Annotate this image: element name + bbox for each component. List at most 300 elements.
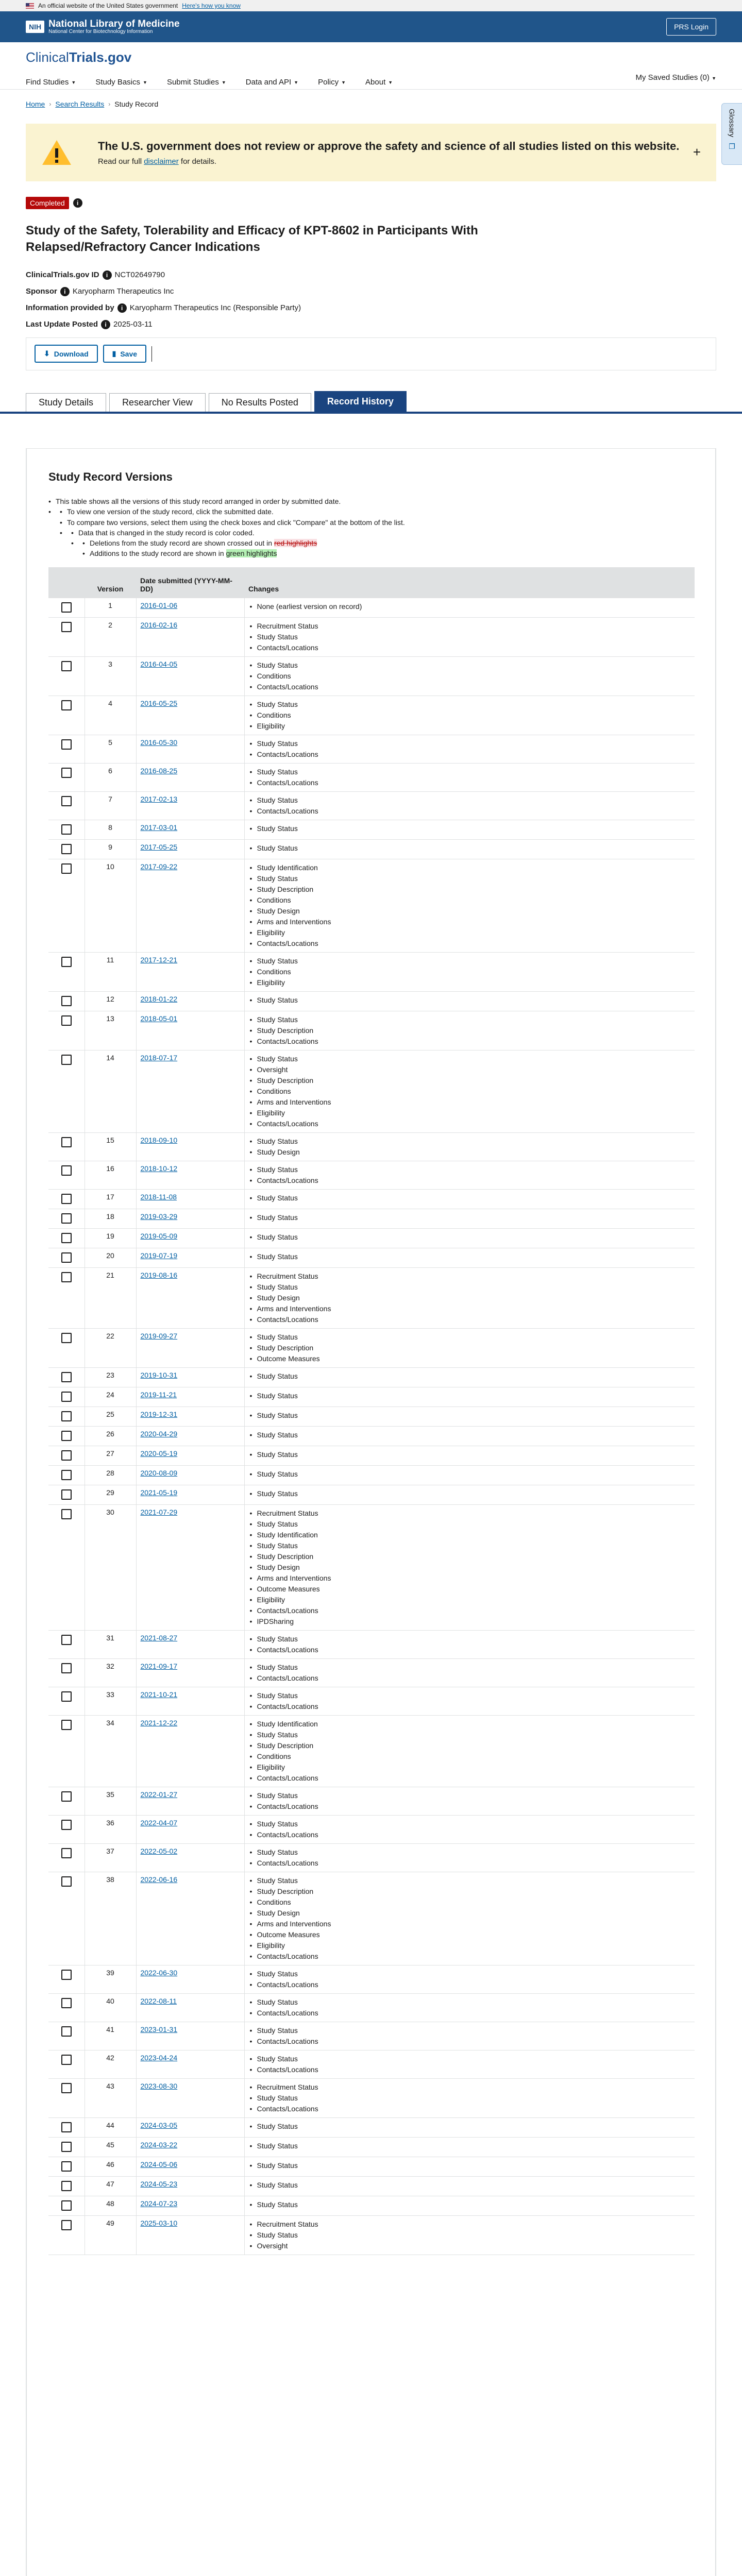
nlm-header xyxy=(0,11,742,42)
select-cell xyxy=(48,2050,85,2079)
change-item: • Study Status xyxy=(249,699,691,710)
change-item: • Contacts/Locations xyxy=(249,642,691,653)
version-checkbox[interactable] xyxy=(61,824,72,835)
version-date-link[interactable]: 2024-07-23 xyxy=(140,2199,178,2208)
select-cell xyxy=(48,1844,85,1872)
select-cell xyxy=(48,2138,85,2157)
changes-cell xyxy=(244,2022,695,2050)
expand-plus-icon[interactable]: + xyxy=(693,144,701,160)
version-checkbox[interactable] xyxy=(61,2142,72,2152)
changes-cell xyxy=(244,598,695,618)
changes-cell xyxy=(244,1466,695,1485)
select-cell xyxy=(48,1050,85,1133)
change-item: • Study Status xyxy=(249,1819,691,1829)
tab-no-results-posted[interactable]: No Results Posted xyxy=(209,393,311,412)
version-number: 36 xyxy=(85,1816,136,1844)
version-checkbox[interactable] xyxy=(61,768,72,778)
change-item: • Study Design xyxy=(249,1293,691,1303)
status-badge: Completed xyxy=(26,197,69,209)
date-cell xyxy=(136,859,244,953)
changes-cell xyxy=(244,992,695,1011)
version-date-link[interactable]: 2020-08-09 xyxy=(140,1469,178,1477)
table-row xyxy=(48,1368,695,1387)
change-item: • Study Status xyxy=(249,873,691,884)
info-provider: Karyopharm Therapeutics Inc (Responsible Party) xyxy=(129,303,301,313)
version-checkbox[interactable] xyxy=(61,1998,72,2008)
version-checkbox[interactable] xyxy=(61,1272,72,1282)
change-item: • Study Status xyxy=(249,1332,691,1343)
chevron-down-icon: ▼ xyxy=(712,76,716,81)
change-item: • Study Status xyxy=(249,1690,691,1701)
changes-cell xyxy=(244,1368,695,1387)
version-checkbox[interactable] xyxy=(61,1165,72,1176)
change-item: • Study Status xyxy=(249,843,691,854)
change-item: • Eligibility xyxy=(249,1595,691,1605)
version-checkbox[interactable] xyxy=(61,2083,72,2093)
change-item: • Study Status xyxy=(249,1634,691,1645)
version-date-link[interactable]: 2019-10-31 xyxy=(140,1371,178,1379)
version-date-link[interactable]: 2016-05-30 xyxy=(140,738,178,747)
select-cell xyxy=(48,992,85,1011)
disclaimer-link[interactable]: disclaimer xyxy=(144,157,179,166)
version-checkbox[interactable] xyxy=(61,739,72,750)
change-item: • Eligibility xyxy=(249,927,691,938)
save-button[interactable]: ▮ Save xyxy=(103,345,146,363)
version-date-link[interactable]: 2017-05-25 xyxy=(140,843,178,851)
table-row xyxy=(48,1229,695,1248)
table-row xyxy=(48,1248,695,1268)
table-row xyxy=(48,1407,695,1427)
change-item: • Eligibility xyxy=(249,1762,691,1773)
version-date-link[interactable]: 2022-06-16 xyxy=(140,1875,178,1884)
table-row xyxy=(48,1816,695,1844)
version-date-link[interactable]: 2019-05-09 xyxy=(140,1232,178,1240)
version-date-link[interactable]: 2016-04-05 xyxy=(140,660,178,668)
select-cell xyxy=(48,1209,85,1229)
chevron-down-icon: ▼ xyxy=(294,79,299,85)
table-header-row xyxy=(48,567,695,598)
table-row xyxy=(48,2177,695,2196)
glossary-tab[interactable] xyxy=(721,103,742,165)
version-number: 10 xyxy=(85,859,136,953)
table-row xyxy=(48,1190,695,1209)
col-version: Version xyxy=(85,567,136,598)
changes-cell xyxy=(244,2118,695,2138)
version-date-link[interactable]: 2023-04-24 xyxy=(140,2054,178,2062)
version-checkbox[interactable] xyxy=(61,1194,72,1204)
nav-submit-studies[interactable]: Submit Studies ▼ xyxy=(166,78,226,87)
nav-study-basics[interactable]: Study Basics ▼ xyxy=(95,78,147,87)
intro-sublist xyxy=(60,528,667,559)
change-item: • Contacts/Locations xyxy=(249,1829,691,1840)
select-cell xyxy=(48,1466,85,1485)
change-item: • Contacts/Locations xyxy=(249,682,691,692)
changes-cell xyxy=(244,840,695,859)
changes-cell xyxy=(244,764,695,792)
version-checkbox[interactable] xyxy=(61,957,72,967)
version-number: 43 xyxy=(85,2079,136,2118)
record-history-panel xyxy=(26,448,716,2576)
table-row xyxy=(48,2079,695,2118)
date-cell xyxy=(136,1248,244,1268)
intro-line: • This table shows all the versions of this study record arranged in order by submitted date. xyxy=(48,496,667,506)
version-date-link[interactable]: 2016-05-25 xyxy=(140,699,178,707)
version-checkbox[interactable] xyxy=(61,844,72,854)
study-actions xyxy=(26,337,716,370)
last-update-date: 2025-03-11 xyxy=(113,320,153,329)
select-cell xyxy=(48,1687,85,1716)
date-cell xyxy=(136,2079,244,2118)
date-cell xyxy=(136,1368,244,1387)
version-date-link[interactable]: 2022-04-07 xyxy=(140,1819,178,1827)
changes-cell xyxy=(244,1872,695,1965)
version-checkbox[interactable] xyxy=(61,796,72,806)
select-cell xyxy=(48,618,85,657)
info-icon[interactable]: i xyxy=(117,303,127,313)
select-cell xyxy=(48,1505,85,1631)
table-row xyxy=(48,1268,695,1329)
changes-cell xyxy=(244,1268,695,1329)
version-checkbox[interactable] xyxy=(61,2161,72,2172)
date-cell xyxy=(136,1787,244,1816)
version-date-link[interactable]: 2021-08-27 xyxy=(140,1634,178,1642)
version-date-link[interactable]: 2021-10-21 xyxy=(140,1690,178,1699)
intro-sublist xyxy=(48,506,667,558)
date-cell xyxy=(136,992,244,1011)
version-checkbox[interactable] xyxy=(61,1055,72,1065)
saved-studies-link[interactable]: My Saved Studies (0) ▼ xyxy=(635,73,716,82)
version-checkbox[interactable] xyxy=(61,1848,72,1858)
gov-banner xyxy=(0,0,742,11)
tab-study-details[interactable]: Study Details xyxy=(26,393,106,412)
select-cell xyxy=(48,1965,85,1994)
version-date-link[interactable]: 2024-03-22 xyxy=(140,2141,178,2149)
select-cell xyxy=(48,859,85,953)
version-date-link[interactable]: 2017-03-01 xyxy=(140,823,178,832)
nav-data-api[interactable]: Data and API ▼ xyxy=(245,78,299,87)
info-icon[interactable]: i xyxy=(73,198,82,208)
nlm-logo[interactable] xyxy=(26,19,180,35)
date-cell xyxy=(136,1716,244,1787)
version-date-link[interactable]: 2022-01-27 xyxy=(140,1790,178,1799)
version-date-link[interactable]: 2025-03-10 xyxy=(140,2219,178,2227)
change-item: • Outcome Measures xyxy=(249,1929,691,1940)
version-number: 9 xyxy=(85,840,136,859)
change-item: • Study Status xyxy=(249,1371,691,1382)
changes-cell xyxy=(244,657,695,696)
version-date-link[interactable]: 2017-02-13 xyxy=(140,795,178,803)
change-item: • Study Design xyxy=(249,1562,691,1573)
nav-about[interactable]: About ▼ xyxy=(365,78,393,87)
breadcrumb-home[interactable]: Home xyxy=(26,100,45,108)
change-item: • Outcome Measures xyxy=(249,1584,691,1595)
select-cell xyxy=(48,735,85,764)
select-cell xyxy=(48,598,85,618)
select-cell xyxy=(48,1368,85,1387)
select-cell xyxy=(48,1229,85,1248)
breadcrumb-current: Study Record xyxy=(114,100,159,108)
version-checkbox[interactable] xyxy=(61,996,72,1006)
version-checkbox[interactable] xyxy=(61,602,72,613)
intro-line: • To compare two versions, select them using the check boxes and click "Compare" at the bottom of the list. xyxy=(60,517,667,528)
table-row xyxy=(48,2216,695,2255)
version-date-link[interactable]: 2017-12-21 xyxy=(140,956,178,964)
version-number: 13 xyxy=(85,1011,136,1050)
gov-banner-link[interactable]: Here's how you know xyxy=(182,2,241,9)
info-icon[interactable]: i xyxy=(101,320,110,329)
table-row xyxy=(48,735,695,764)
version-checkbox[interactable] xyxy=(61,1470,72,1480)
info-icon[interactable]: i xyxy=(103,270,112,280)
version-date-link[interactable]: 2023-08-30 xyxy=(140,2082,178,2090)
gov-banner-text: An official website of the United States government xyxy=(38,2,178,9)
version-date-link[interactable]: 2022-08-11 xyxy=(140,1997,177,2005)
version-checkbox[interactable] xyxy=(61,1372,72,1382)
breadcrumb-search-results[interactable]: Search Results xyxy=(55,100,105,108)
version-date-link[interactable]: 2018-01-22 xyxy=(140,995,178,1003)
version-date-link[interactable]: 2022-05-02 xyxy=(140,1847,178,1855)
change-item: • Study Identification xyxy=(249,1719,691,1730)
change-item: • Study Status xyxy=(249,995,691,1006)
changes-cell xyxy=(244,1687,695,1716)
version-date-link[interactable]: 2022-06-30 xyxy=(140,1969,178,1977)
version-number: 32 xyxy=(85,1659,136,1687)
version-date-link[interactable]: 2017-09-22 xyxy=(140,862,178,871)
select-cell xyxy=(48,1631,85,1659)
version-checkbox[interactable] xyxy=(61,1691,72,1702)
change-item: • Contacts/Locations xyxy=(249,1701,691,1712)
version-date-link[interactable]: 2021-07-29 xyxy=(140,1508,178,1516)
version-number: 14 xyxy=(85,1050,136,1133)
version-checkbox[interactable] xyxy=(61,700,72,710)
table-row xyxy=(48,820,695,840)
version-checkbox[interactable] xyxy=(61,1252,72,1263)
change-item: • Study Description xyxy=(249,1886,691,1897)
download-button[interactable]: ⬇ Download xyxy=(35,345,98,363)
version-date-link[interactable]: 2019-11-21 xyxy=(140,1391,177,1399)
version-date-link[interactable]: 2018-05-01 xyxy=(140,1014,178,1023)
version-date-link[interactable]: 2018-07-17 xyxy=(140,1054,178,1062)
change-item: • Study Status xyxy=(249,1969,691,1979)
chevron-down-icon: ▼ xyxy=(221,79,226,85)
glossary-label: Glossary xyxy=(728,109,736,138)
changes-cell xyxy=(244,1427,695,1446)
changes-cell xyxy=(244,618,695,657)
change-item: • Conditions xyxy=(249,1086,691,1097)
change-item: • Conditions xyxy=(249,967,691,977)
date-cell xyxy=(136,1161,244,1190)
tab-researcher-view[interactable]: Researcher View xyxy=(109,393,206,412)
change-item: • Study Status xyxy=(249,1193,691,1204)
version-number: 27 xyxy=(85,1446,136,1466)
select-cell xyxy=(48,1994,85,2022)
change-item: • Study Status xyxy=(249,1730,691,1740)
table-row xyxy=(48,792,695,820)
version-checkbox[interactable] xyxy=(61,1791,72,1802)
version-date-link[interactable]: 2018-09-10 xyxy=(140,1136,178,1144)
change-item: • Study Status xyxy=(249,2230,691,2241)
change-item: • Study Status xyxy=(249,1212,691,1223)
table-row xyxy=(48,1994,695,2022)
prs-login-button[interactable]: PRS Login xyxy=(666,18,716,36)
change-item: • Study Status xyxy=(249,1997,691,2008)
table-row xyxy=(48,1505,695,1631)
version-date-link[interactable]: 2019-07-19 xyxy=(140,1251,178,1260)
version-date-link[interactable]: 2019-12-31 xyxy=(140,1410,178,1418)
version-checkbox[interactable] xyxy=(61,2181,72,2191)
version-checkbox[interactable] xyxy=(61,1137,72,1147)
table-row xyxy=(48,618,695,657)
version-number: 8 xyxy=(85,820,136,840)
version-date-link[interactable]: 2021-05-19 xyxy=(140,1488,178,1497)
changes-cell xyxy=(244,1446,695,1466)
changes-cell xyxy=(244,1505,695,1631)
version-checkbox[interactable] xyxy=(61,622,72,632)
study-title: Study of the Safety, Tolerability and Efficacy of KPT-8602 in Participants With Relapsed/Refractory Cancer Indications xyxy=(26,224,478,255)
change-item: • Study Status xyxy=(249,1282,691,1293)
version-checkbox[interactable] xyxy=(61,2220,72,2230)
version-date-link[interactable]: 2018-10-12 xyxy=(140,1164,178,1173)
version-date-link[interactable]: 2024-03-05 xyxy=(140,2121,178,2129)
table-row xyxy=(48,840,695,859)
version-checkbox[interactable] xyxy=(61,1876,72,1887)
select-cell xyxy=(48,2157,85,2177)
date-cell xyxy=(136,1816,244,1844)
table-row xyxy=(48,992,695,1011)
col-changes: Changes xyxy=(244,567,695,598)
version-checkbox[interactable] xyxy=(61,863,72,874)
info-icon[interactable]: i xyxy=(60,287,70,296)
version-checkbox[interactable] xyxy=(61,2055,72,2065)
table-row xyxy=(48,1329,695,1368)
version-checkbox[interactable] xyxy=(61,2200,72,2211)
select-cell xyxy=(48,1133,85,1161)
date-cell xyxy=(136,1485,244,1505)
nlm-title: National Library of Medicine xyxy=(48,18,180,29)
change-item: • Study Design xyxy=(249,906,691,917)
nav-policy[interactable]: Policy ▼ xyxy=(318,78,346,87)
changes-cell xyxy=(244,2138,695,2157)
study-id: NCT02649790 xyxy=(114,270,165,280)
change-item: • Contacts/Locations xyxy=(249,1605,691,1616)
sponsor-name: Karyopharm Therapeutics Inc xyxy=(72,287,174,296)
version-date-link[interactable]: 2020-05-19 xyxy=(140,1449,178,1458)
version-checkbox[interactable] xyxy=(61,2122,72,2132)
version-checkbox[interactable] xyxy=(61,1213,72,1224)
changes-cell xyxy=(244,2216,695,2255)
version-number: 30 xyxy=(85,1505,136,1631)
version-checkbox[interactable] xyxy=(61,2026,72,2037)
version-checkbox[interactable] xyxy=(61,1509,72,1519)
version-checkbox[interactable] xyxy=(61,1489,72,1500)
changes-cell xyxy=(244,1248,695,1268)
version-number: 47 xyxy=(85,2177,136,2196)
date-cell xyxy=(136,735,244,764)
version-date-link[interactable]: 2016-08-25 xyxy=(140,767,178,775)
bookmark-icon: ▮ xyxy=(112,349,116,358)
change-item: • Study Status xyxy=(249,2093,691,2104)
version-date-link[interactable]: 2019-08-16 xyxy=(140,1271,178,1279)
changes-cell xyxy=(244,1659,695,1687)
version-date-link[interactable]: 2024-05-23 xyxy=(140,2180,178,2188)
version-number: 41 xyxy=(85,2022,136,2050)
version-date-link[interactable]: 2018-11-08 xyxy=(140,1193,177,1201)
version-checkbox[interactable] xyxy=(61,1233,72,1243)
version-checkbox[interactable] xyxy=(61,1450,72,1461)
change-item: • Contacts/Locations xyxy=(249,749,691,760)
changes-cell xyxy=(244,1190,695,1209)
select-cell xyxy=(48,1268,85,1329)
version-checkbox[interactable] xyxy=(61,1431,72,1441)
version-checkbox[interactable] xyxy=(61,1411,72,1421)
version-date-link[interactable]: 2016-02-16 xyxy=(140,621,178,629)
meta-info-provider: Information provided by i Karyopharm Therapeutics Inc (Responsible Party) xyxy=(26,303,301,313)
intro-line: • • To view one version of the study record, click the submitted date. xyxy=(60,506,667,517)
version-checkbox[interactable] xyxy=(61,1663,72,1673)
table-row xyxy=(48,1631,695,1659)
version-number: 3 xyxy=(85,657,136,696)
version-date-link[interactable]: 2021-09-17 xyxy=(140,1662,178,1670)
version-checkbox[interactable] xyxy=(61,1015,72,1026)
version-number: 46 xyxy=(85,2157,136,2177)
date-cell xyxy=(136,1209,244,1229)
changes-cell xyxy=(244,1161,695,1190)
date-cell xyxy=(136,1965,244,1994)
version-date-link[interactable]: 2021-12-22 xyxy=(140,1719,178,1727)
version-number: 21 xyxy=(85,1268,136,1329)
version-number: 4 xyxy=(85,696,136,735)
tab-record-history[interactable]: Record History xyxy=(314,391,407,412)
select-cell xyxy=(48,792,85,820)
breadcrumb xyxy=(0,90,742,108)
change-item: • Study Status xyxy=(249,2025,691,2036)
change-item: • Contacts/Locations xyxy=(249,1314,691,1325)
section-title: Study Record Versions xyxy=(48,470,173,483)
version-checkbox[interactable] xyxy=(61,1333,72,1343)
version-checkbox[interactable] xyxy=(61,661,72,671)
nav-find-studies[interactable]: Find Studies ▼ xyxy=(26,78,76,87)
version-checkbox[interactable] xyxy=(61,1392,72,1402)
select-cell xyxy=(48,2196,85,2216)
site-header xyxy=(0,42,742,90)
version-checkbox[interactable] xyxy=(61,1720,72,1730)
change-item: • Contacts/Locations xyxy=(249,1673,691,1684)
version-checkbox[interactable] xyxy=(61,1820,72,1830)
version-checkbox[interactable] xyxy=(61,1635,72,1645)
table-row xyxy=(48,1427,695,1446)
version-date-link[interactable]: 2020-04-29 xyxy=(140,1430,178,1438)
table-row xyxy=(48,1011,695,1050)
change-item: • Study Description xyxy=(249,1075,691,1086)
change-item: • Conditions xyxy=(249,1897,691,1908)
date-cell xyxy=(136,840,244,859)
version-date-link[interactable]: 2016-01-06 xyxy=(140,601,178,609)
select-cell xyxy=(48,840,85,859)
change-item: • Study Status xyxy=(249,1136,691,1147)
nih-logo: NIH xyxy=(26,21,44,33)
change-item: • Eligibility xyxy=(249,1108,691,1118)
version-date-link[interactable]: 2019-09-27 xyxy=(140,1332,178,1340)
version-date-link[interactable]: 2023-01-31 xyxy=(140,2025,178,2033)
version-checkbox[interactable] xyxy=(61,1970,72,1980)
version-date-link[interactable]: 2024-05-06 xyxy=(140,2160,178,2168)
date-cell xyxy=(136,1994,244,2022)
table-row xyxy=(48,2138,695,2157)
version-date-link[interactable]: 2019-03-29 xyxy=(140,1212,178,1221)
site-logo[interactable] xyxy=(26,42,716,65)
table-row xyxy=(48,1872,695,1965)
select-cell xyxy=(48,1407,85,1427)
